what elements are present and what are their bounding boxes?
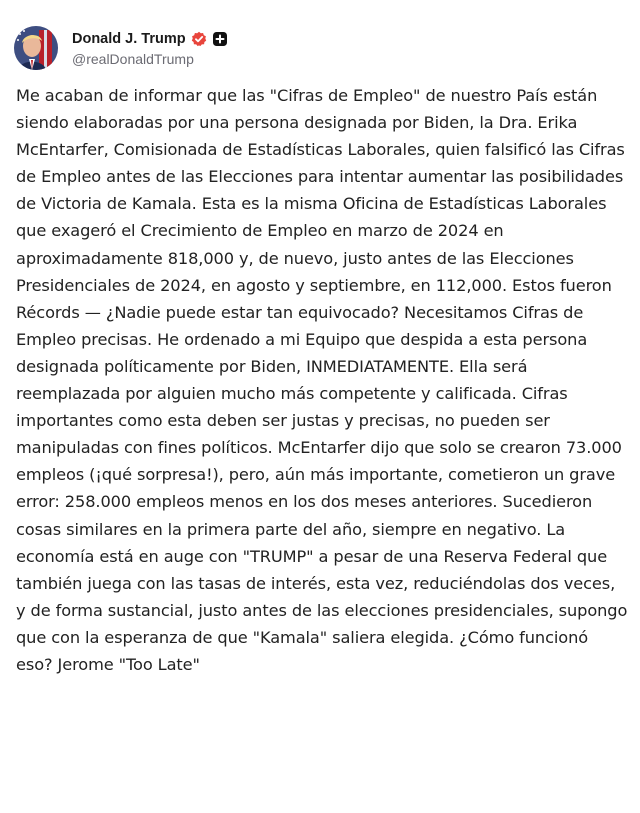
post-body-text: Me acaban de informar que las "Cifras de Empleo" de nuestro País están siendo elaboradas por una persona designada por Biden, la Dra. Erika McEntarfer, Comisionada de Estadísticas Laborales, quien falsificó las Cifras de Empleo antes de las Elecciones para intentar aumentar las posibilidades de Victoria de Kamala. Esta es la misma Oficina de Estadísticas Laborales que exageró el Crecimiento de Empleo en marzo de 2024 en aproximadamente 818,000 y, de nuevo, justo antes de las Elecciones Presidenciales de 2024, en agosto y septiembre, en 112,000. Estos fueron Récords — ¿Nadie puede estar tan equivocado? Necesitamos Cifras de Empleo precisas. He ordenado a mi Equipo que despida a esta persona designada políticamente por Biden, INMEDIATAMENTE. Ella será reemplazada por alguien mucho más competente y calificada. Cifras importantes como esta deben ser justas y precisas, no pueden ser manipuladas con fines políticos. McEntarfer dijo que solo se crearon 73.000 empleos (¡qué sorpresa!), pero, aún más importante, cometieron un grave error: 258.000 empleos menos en los dos meses anteriores. Sucedieron cosas similares en la primera parte del año, siempre en negativo. La economía está en auge con "TRUMP" a pesar de una Reserva Federal que también juega con las tasas de interés, esta vez, reduciéndolas dos veces, y de forma sustancial, justo antes de las elecciones presidenciales, supongo que con la esperanza de que "Kamala" saliera elegida. ¿Cómo funcionó eso? Jerome "Too Late": [16, 86, 628, 674]
post-header: [14, 26, 227, 70]
avatar-image: [14, 26, 58, 70]
author-display-name[interactable]: Donald J. Trump: [72, 31, 186, 47]
author-name-row: [72, 29, 227, 49]
avatar[interactable]: [14, 26, 58, 70]
verified-badge-icon: [191, 31, 207, 47]
plus-badge-icon: [213, 32, 227, 46]
author-handle[interactable]: @realDonaldTrump: [72, 51, 194, 67]
truncation-fade: [0, 793, 640, 813]
author-names: [72, 29, 227, 67]
